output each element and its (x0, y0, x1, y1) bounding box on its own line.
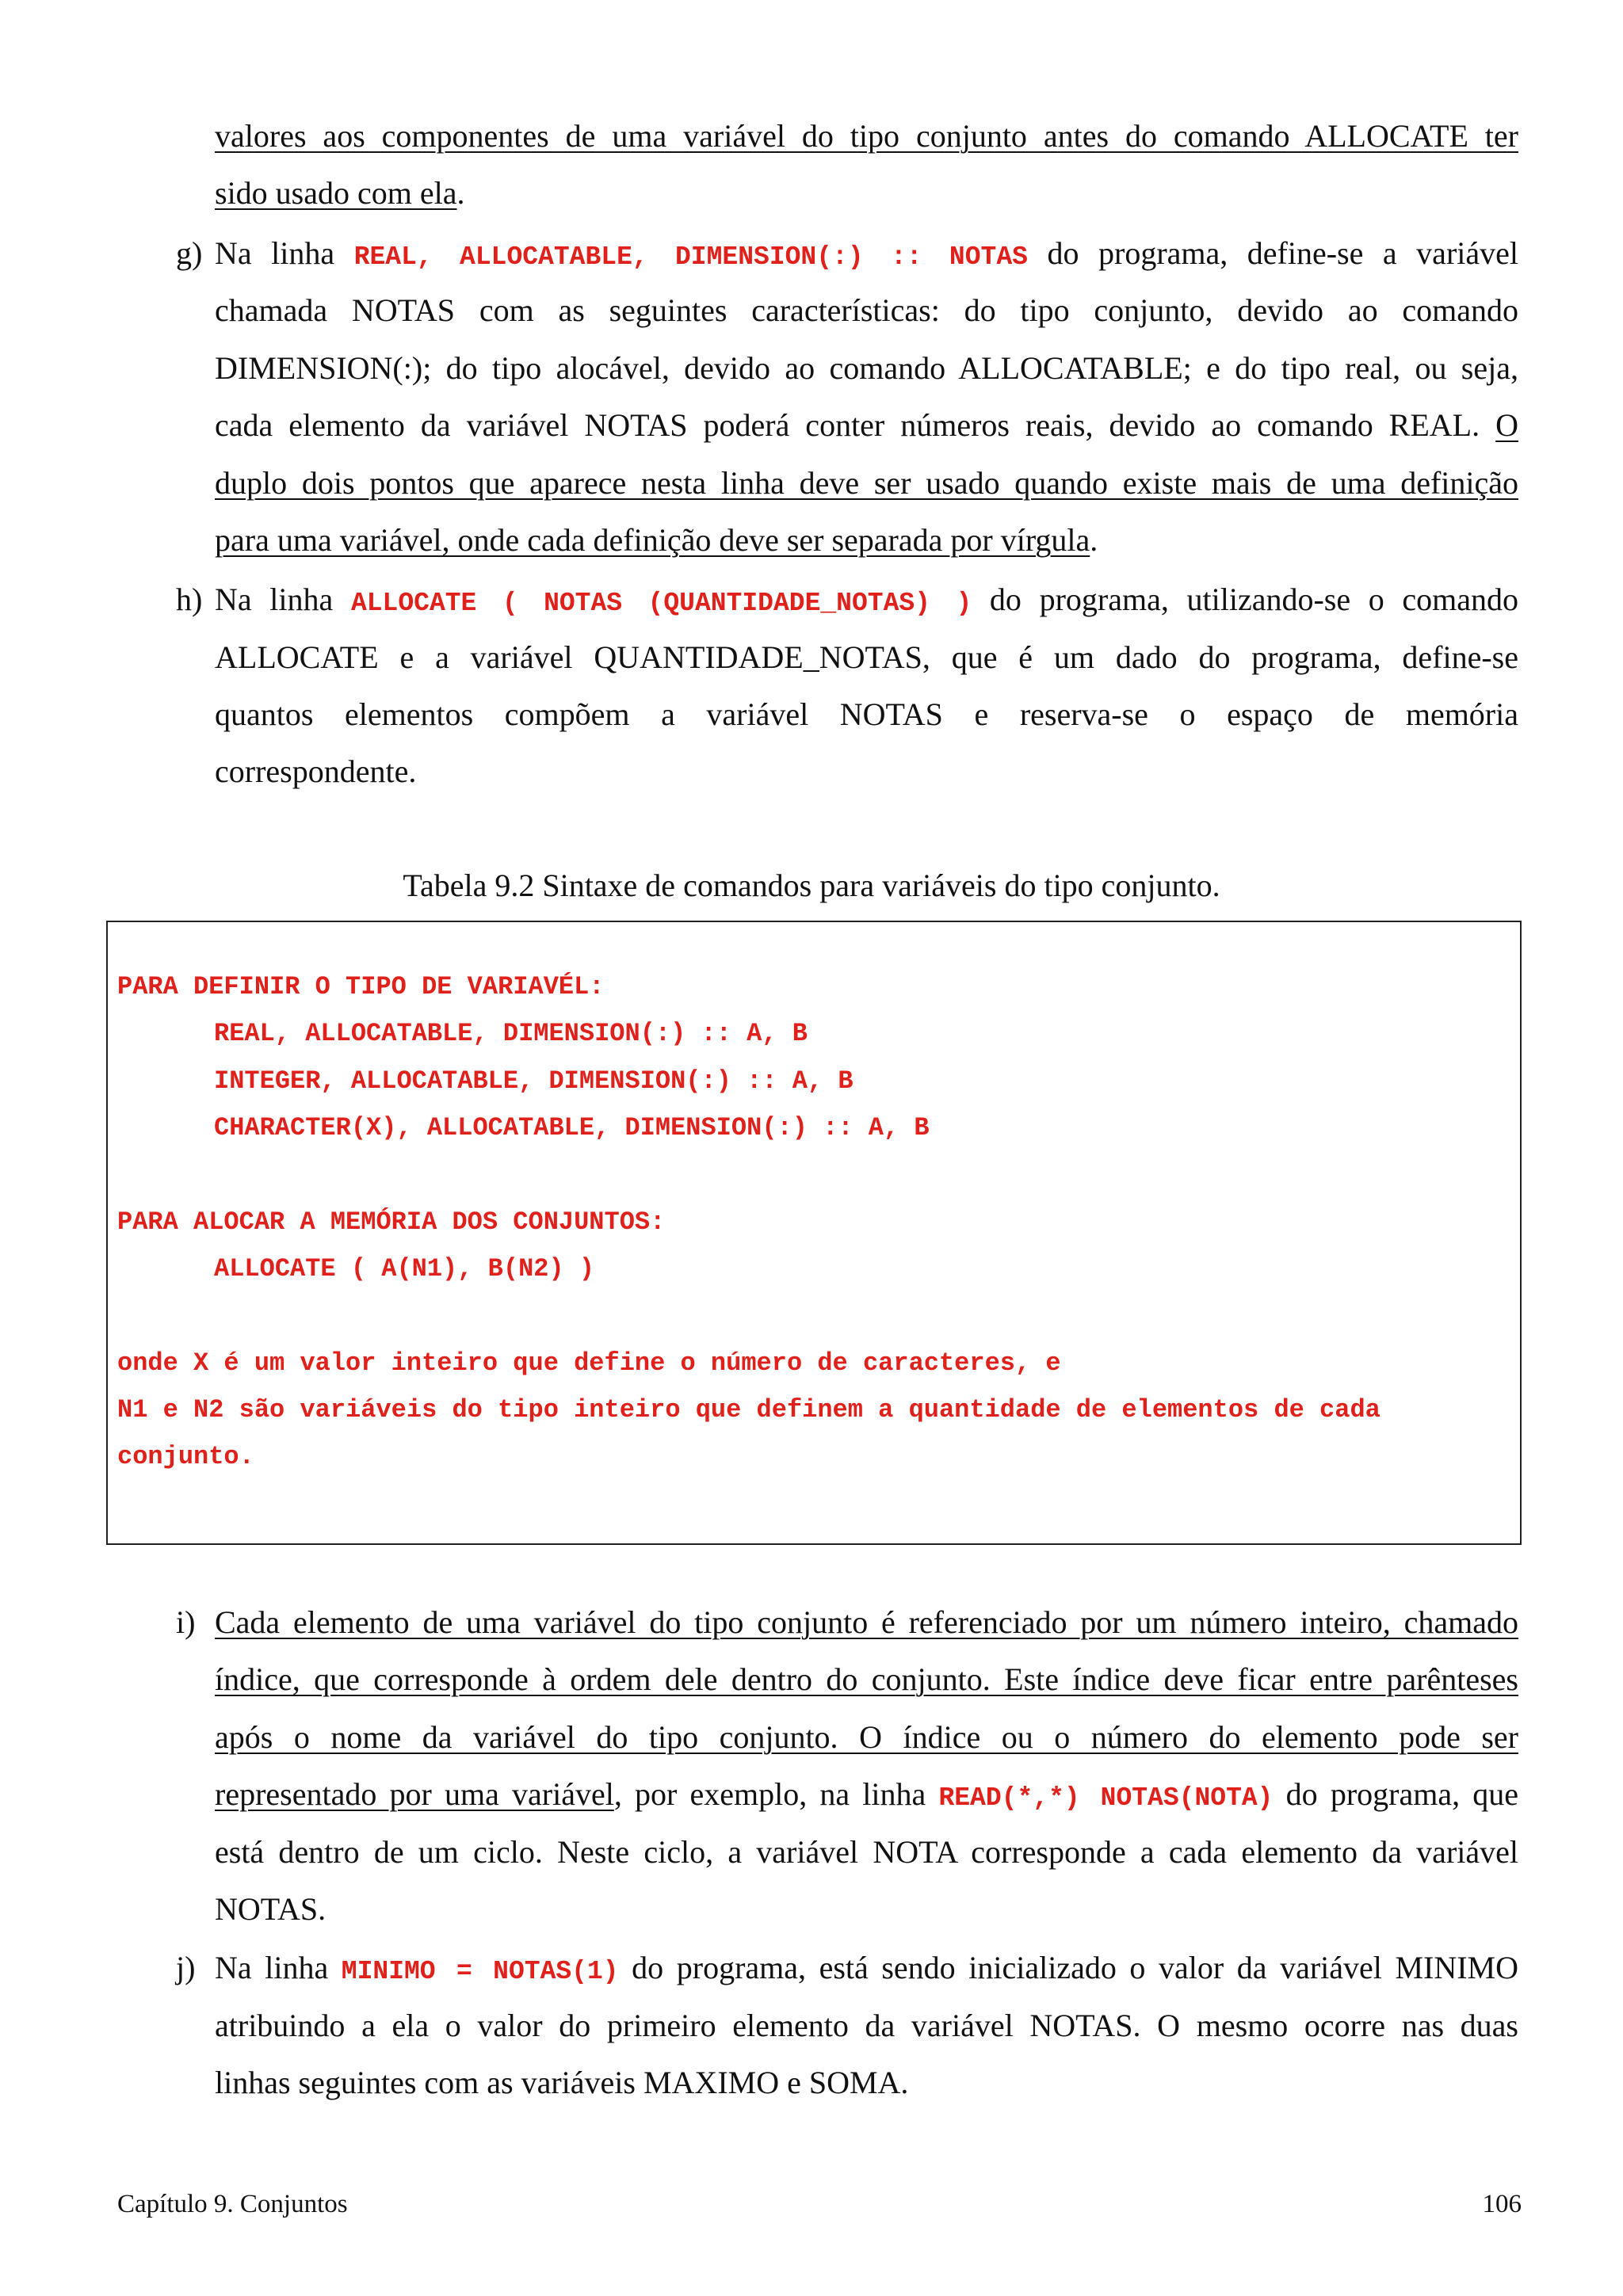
paragraph-line: linhas seguintes com as variáveis MAXIMO e SOMA. (215, 2065, 909, 2100)
paragraph-line: duplo dois pontos que aparece nesta linha deve ser usado quando existe mais de uma definição (215, 465, 1518, 501)
paragraph-line: sido usado com ela. (215, 175, 465, 211)
paragraph-line: Na linha MINIMO = NOTAS(1) do programa, está sendo inicializado o valor da variável MINIMO (215, 1950, 1519, 1986)
paragraph-line: chamada NOTAS com as seguintes características: do tipo conjunto, devido ao comando (215, 292, 1518, 328)
table-line: N1 e N2 são variáveis do tipo inteiro que definem a quantidade de elementos de cada (117, 1395, 1381, 1425)
table-line: REAL, ALLOCATABLE, DIMENSION(:) :: A, B (214, 1019, 808, 1048)
table-line: PARA DEFINIR O TIPO DE VARIAVÉL: (117, 972, 605, 1001)
paragraph-line: DIMENSION(:); do tipo alocável, devido ao comando ALLOCATABLE; e do tipo real, ou seja, (215, 350, 1518, 386)
paragraph-line: Na linha REAL, ALLOCATABLE, DIMENSION(:) :: NOTAS do programa, define-se a variável (215, 235, 1518, 272)
paragraph-line: NOTAS. (215, 1891, 327, 1927)
paragraph-line: quantos elementos compõem a variável NOTAS e reserva-se o espaço de memória (215, 696, 1518, 732)
inline-code: ALLOCATE ( NOTAS (QUANTIDADE_NOTAS) ) (350, 589, 972, 618)
paragraph-line: correspondente. (215, 753, 417, 789)
item-marker-h: h) (176, 582, 203, 617)
table-line: conjunto. (117, 1442, 254, 1471)
paragraph-line: para uma variável, onde cada definição deve ser separada por vírgula. (215, 522, 1098, 558)
item-marker-g: g) (176, 235, 203, 271)
paragraph-line: índice, que corresponde à ordem dele dentro do conjunto. Este índice deve ficar entre parênteses (215, 1661, 1518, 1697)
table-line: ALLOCATE ( A(N1), B(N2) ) (214, 1254, 595, 1283)
paragraph-line: atribuindo a ela o valor do primeiro elemento da variável NOTAS. O mesmo ocorre nas duas (215, 2008, 1518, 2043)
item-marker-i: i) (176, 1604, 196, 1640)
footer-chapter: Capítulo 9. Conjuntos (117, 2190, 348, 2218)
item-marker-j: j) (176, 1950, 196, 1985)
inline-code: READ(*,*) NOTAS(NOTA) (938, 1783, 1274, 1813)
inline-code: REAL, ALLOCATABLE, DIMENSION(:) :: NOTAS (353, 242, 1028, 272)
paragraph-line: cada elemento da variável NOTAS poderá conter números reais, devido ao comando REAL. O (215, 407, 1519, 443)
paragraph-line: Cada elemento de uma variável do tipo conjunto é referenciado por um número inteiro, chamado (215, 1604, 1518, 1640)
inline-code: MINIMO = NOTAS(1) (341, 1957, 619, 1986)
footer-page-number: 106 (1482, 2190, 1522, 2218)
paragraph-line: valores aos componentes de uma variável do tipo conjunto antes do comando ALLOCATE ter (215, 118, 1518, 154)
paragraph-line: ALLOCATE e a variável QUANTIDADE_NOTAS, que é um dado do programa, define-se (215, 639, 1518, 675)
paragraph-line: Na linha ALLOCATE ( NOTAS (QUANTIDADE_NOTAS) ) do programa, utilizando-se o comando (215, 582, 1519, 618)
table-line: PARA ALOCAR A MEMÓRIA DOS CONJUNTOS: (117, 1207, 666, 1237)
paragraph-line: após o nome da variável do tipo conjunto. O índice ou o número do elemento pode ser (215, 1719, 1518, 1755)
table-line: INTEGER, ALLOCATABLE, DIMENSION(:) :: A, B (214, 1066, 854, 1096)
paragraph-line: representado por uma variável, por exemplo, na linha READ(*,*) NOTAS(NOTA) do programa, que (215, 1776, 1519, 1813)
table-line: onde X é um valor inteiro que define o número de caracteres, e (117, 1348, 1061, 1378)
paragraph-line: está dentro de um ciclo. Neste ciclo, a variável NOTA corresponde a cada elemento da variável (215, 1834, 1518, 1870)
table-caption: Tabela 9.2 Sintaxe de comandos para variáveis do tipo conjunto. (403, 868, 1220, 903)
table-line: CHARACTER(X), ALLOCATABLE, DIMENSION(:) :: A, B (214, 1113, 930, 1142)
